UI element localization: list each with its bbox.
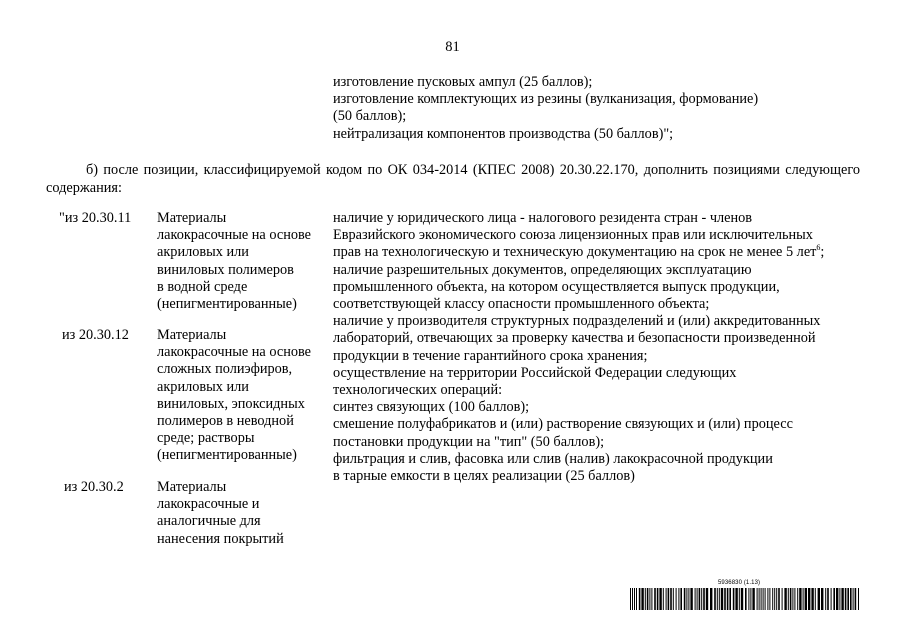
requirement-line: постановки продукции на "тип" (50 баллов); [333, 433, 605, 450]
page-number: 81 [445, 39, 460, 55]
requirement-line: наличие у юридического лица - налогового резидента стран - членов [333, 210, 753, 226]
requirement-line: фильтрация и слив, фасовка или слив (налив) лакокрасочной продукции [333, 450, 773, 467]
entry-name [157, 210, 327, 313]
requirement-line: соответствующей классу опасности промышленного объекта; [333, 296, 710, 313]
requirement-punct: ; [820, 244, 825, 261]
requirement-line: осуществление на территории Российской Федерации следующих [333, 364, 737, 381]
requirement-line: в тарные емкости в целях реализации (25 баллов) [333, 468, 635, 485]
requirement-line: наличие у производителя структурных подразделений и (или) аккредитованных [333, 313, 821, 330]
intro-line: нейтрализация компонентов производства (50 баллов)"; [333, 125, 674, 142]
entry-code: из 20.30.12 [62, 327, 129, 343]
entry-name-line: виниловых, эпоксидных [157, 395, 305, 412]
entry-name-line: акриловых или [157, 244, 249, 261]
entry-code: из 20.30.2 [64, 479, 124, 495]
footnote-marker: 6 [816, 242, 821, 252]
requirements-block [333, 210, 863, 485]
entry-name-line: полимеров в неводной [157, 413, 294, 430]
requirement-line [333, 244, 863, 261]
barcode-label: 5936830 (1.13) [718, 580, 761, 586]
entry-name-line: виниловых полимеров [157, 261, 294, 278]
requirement-line: синтез связующих (100 баллов); [333, 399, 530, 416]
requirement-line: наличие разрешительных документов, определяющих эксплуатацию [333, 261, 752, 278]
requirement-text: прав на технологическую и техническую документацию на срок не менее 5 лет [333, 244, 817, 261]
entry-name-line: в водной среде [157, 278, 248, 295]
requirement-line: Евразийского экономического союза лицензионных прав или исключительных [333, 227, 813, 244]
entry-name [157, 479, 327, 548]
entry-name-line: (непигментированные) [157, 447, 297, 464]
intro-line: изготовление комплектующих из резины (вулканизация, формование) [333, 91, 759, 108]
requirement-line: смешение полуфабрикатов и (или) растворение связующих и (или) процесс [333, 416, 793, 433]
intro-line: (50 баллов); [333, 108, 407, 125]
requirement-line: промышленного объекта, на котором осуществляется выпуск продукции, [333, 278, 780, 295]
amendment-paragraph: б) после позиции, классифицируемой кодом по ОК 034-2014 (КПЕС 2008) 20.30.22.170, дополнить позициями следующего содержания: [46, 162, 860, 196]
entry-code: "из 20.30.11 [59, 210, 132, 226]
entry-name-line: (непигментированные) [157, 296, 297, 313]
entry-name-line: среде; растворы [157, 430, 255, 447]
entry-name-line: лакокрасочные и [157, 496, 260, 513]
entry-name-line: акриловых или [157, 378, 249, 395]
entry-name-line: лакокрасочные на основе [157, 227, 312, 244]
entry-name-line: Материалы [157, 210, 227, 226]
entry-name-line: аналогичные для [157, 513, 261, 530]
intro-block [333, 74, 873, 143]
entry-name-line: лакокрасочные на основе [157, 344, 312, 361]
requirement-line: продукции в течение гарантийного срока хранения; [333, 347, 648, 364]
barcode-icon [630, 588, 860, 610]
entry-name-line: Материалы [157, 327, 227, 343]
intro-line: изготовление пусковых ампул (25 баллов); [333, 74, 593, 90]
entry-name [157, 327, 327, 465]
entry-name-line: Материалы [157, 479, 227, 495]
requirement-line: технологических операций: [333, 382, 503, 399]
entry-name-line: нанесения покрытий [157, 530, 284, 547]
requirement-line: лабораторий, отвечающих за проверку качества и безопасности произведенной [333, 330, 816, 347]
entry-name-line: сложных полиэфиров, [157, 361, 293, 378]
